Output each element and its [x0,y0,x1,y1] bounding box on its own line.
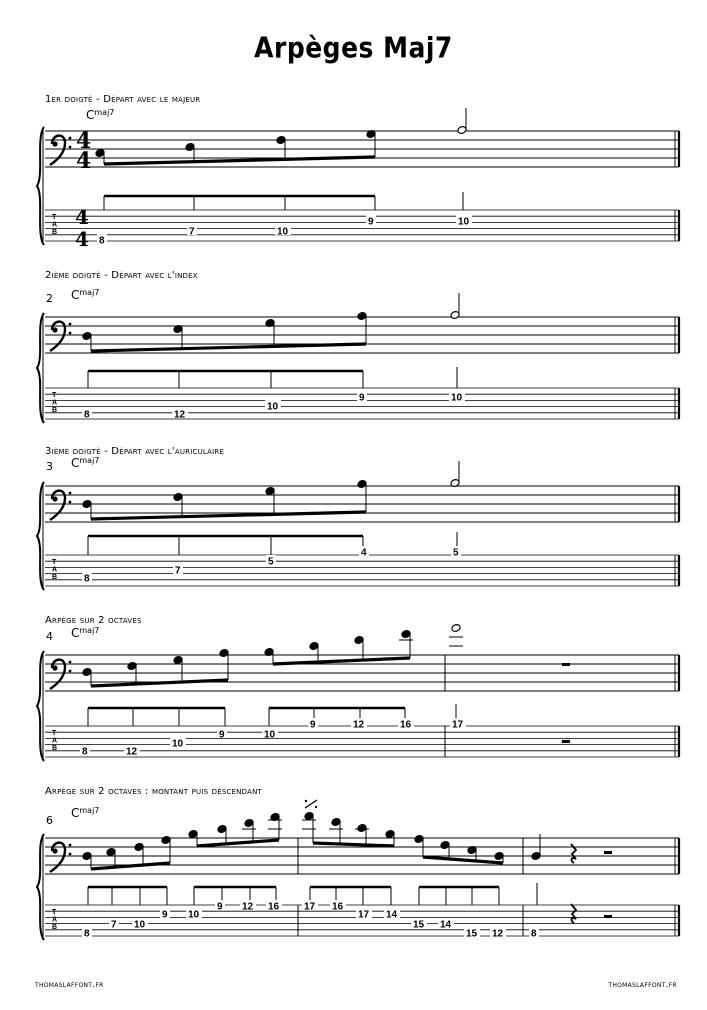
tab-number: 12 [242,901,254,913]
tab-number: 9 [162,909,168,921]
tab-letter: A [52,566,58,574]
tab-time-signature-top: 4 [75,205,89,229]
tab-letter: T [52,909,57,916]
tab-number: 8 [99,235,105,247]
section-heading-1: 1er doigté - Départ avec le majeur [45,94,201,105]
tab-number: 5 [453,547,459,559]
bass-clef-dot [52,848,57,853]
tab-letter: A [52,916,58,924]
tab-number: 12 [492,928,504,940]
bass-clef-dot [69,661,72,664]
tab-number: 10 [277,226,289,238]
bass-clef-dot [69,670,72,673]
tab-letter: A [52,737,58,745]
half-rest-icon [604,915,612,918]
measure-number-2: 2 [46,292,53,305]
tab-number: 8 [84,928,90,940]
tab-letter: T [52,392,57,399]
bass-clef-dot [52,141,57,146]
bass-clef-dot [69,332,72,335]
bass-clef-dot [69,501,72,504]
tab-letter: T [52,214,57,221]
tab-number: 17 [358,909,370,921]
tab-number: 12 [353,719,365,731]
tab-letter: B [52,924,58,931]
octave-mark-dot [305,800,307,802]
tab-number: 9 [217,901,223,913]
tab-number: 8 [82,746,88,758]
tab-letter: B [52,745,58,752]
note-beam [313,843,394,846]
section-heading-4: Arpège sur 2 octaves [45,615,142,626]
chord-symbol-4: $C^{maj7}$ [71,626,100,640]
tab-number: 10 [451,392,463,404]
tab-letter: T [52,730,57,737]
tab-number: 8 [84,409,90,421]
bass-clef-dot [69,146,72,149]
tab-number: 12 [174,409,186,421]
tab-time-signature-bottom: 4 [75,227,89,251]
bass-clef-dot [69,853,72,856]
tab-letter: B [52,229,58,236]
tab-number: 10 [264,729,276,741]
quarter-rest-icon [571,904,576,923]
half-rest-icon [562,663,570,666]
half-rest-icon [562,740,570,743]
section-heading-3: 3ième doigté - Départ avec l'auriculaire [45,446,225,457]
tab-letter: B [52,574,58,581]
tab-number: 10 [458,216,470,228]
tab-number: 16 [268,901,280,913]
tab-number: 15 [466,928,478,940]
bass-clef-dot [52,496,57,501]
chord-symbol-5: $C^{maj7}$ [71,806,100,820]
measure-number-4: 4 [46,630,53,643]
tab-number: 17 [304,901,316,913]
half-rest-icon [604,851,612,854]
note-beam [91,344,366,351]
measure-number-6: 6 [46,814,53,827]
tab-letter: A [52,399,58,407]
tab-number: 14 [440,919,452,931]
tab-number: 9 [310,719,316,731]
note-beam [91,863,170,869]
tab-number: 10 [267,401,279,413]
tab-number: 7 [189,226,195,238]
tab-number: 14 [386,909,398,921]
tab-number: 10 [134,919,146,931]
octave-mark-dot [315,806,317,808]
footer-right: thomaslaffont.fr [608,980,677,990]
note-beam [273,658,410,664]
tab-number: 5 [268,556,274,568]
chord-symbol-3: $C^{maj7}$ [71,456,100,470]
note-beam [423,857,503,863]
bass-clef-dot [69,137,72,140]
bass-clef-dot [69,492,72,495]
bass-clef-dot [52,327,57,332]
bass-clef-dot [69,323,72,326]
tab-letter: B [52,407,58,414]
tab-number: 4 [361,547,367,559]
bass-clef-dot [69,844,72,847]
tab-number: 9 [359,392,365,404]
tab-number: 8 [531,928,537,940]
tab-number: 16 [400,719,412,731]
time-signature-top: 4 [76,128,92,154]
tab-number: 10 [172,738,184,750]
tab-number: 7 [111,919,117,931]
bass-clef-dot [52,665,57,670]
section-heading-5: Arpège sur 2 octaves : montant puis descendant [45,786,262,797]
tab-number: 12 [126,746,138,758]
page-title: Arpèges Maj7 [254,30,453,65]
note-beam [91,680,228,686]
measure-number-3: 3 [46,460,53,473]
chord-symbol-1: $C^{maj7}$ [86,108,115,122]
tab-number: 17 [452,719,464,731]
tab-letter: T [52,559,57,566]
tab-number: 9 [219,729,225,741]
tab-letter: A [52,221,58,229]
section-heading-2: 2ième doigté - Départ avec l'index [45,270,198,281]
note-beam [197,840,279,846]
tab-number: 7 [175,565,181,577]
time-signature-bottom: 4 [76,148,92,174]
chord-symbol-2: $C^{maj7}$ [71,288,100,302]
tab-number: 8 [84,573,90,585]
footer-left: thomaslaffont.fr [35,980,104,990]
tab-number: 10 [188,909,200,921]
tab-number: 9 [368,216,374,228]
tab-number: 16 [332,901,344,913]
tab-number: 15 [413,919,425,931]
